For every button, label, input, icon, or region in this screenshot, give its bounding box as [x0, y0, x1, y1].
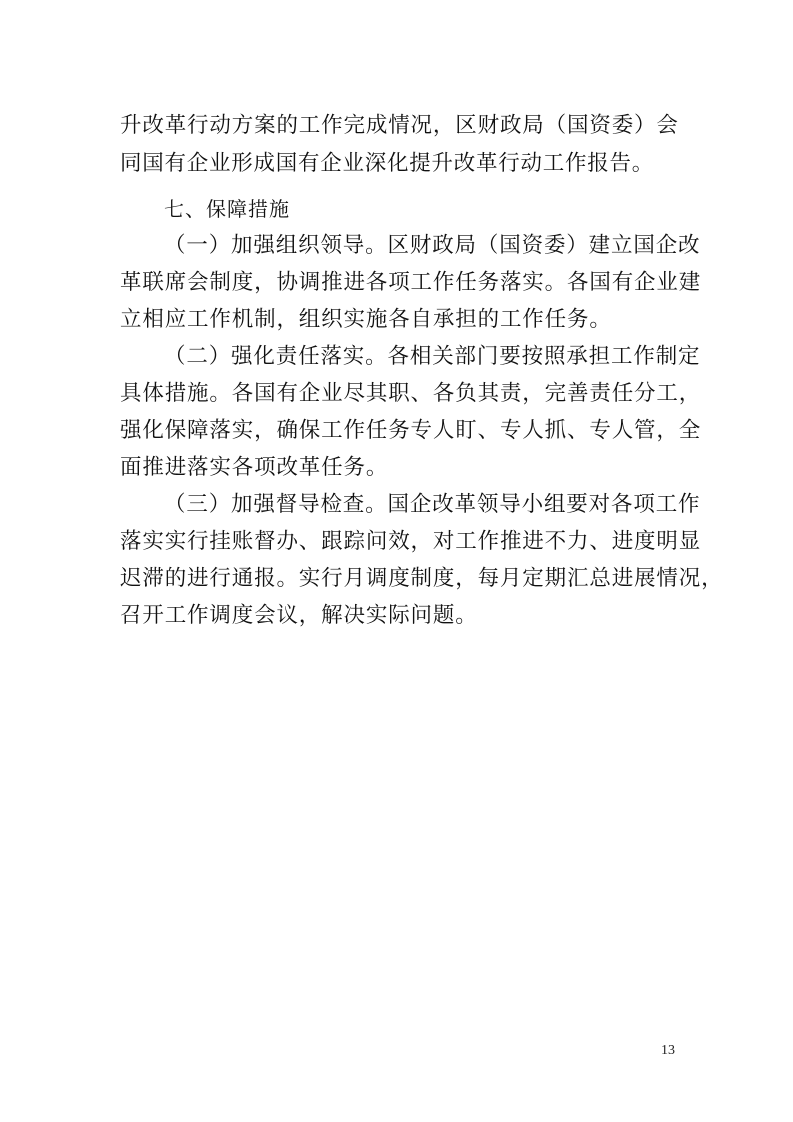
body-text-line: 升改革行动方案的工作完成情况，区财政局（国资委）会 [120, 113, 679, 138]
body-text-line: （二）强化责任落实。各相关部门要按照承担工作制定 [164, 344, 701, 369]
body-text-line: 立相应工作机制，组织实施各自承担的工作任务。 [120, 307, 612, 332]
body-text-line: 面推进落实各项改革任务。 [120, 455, 389, 480]
body-text-line: （三）加强督导检查。国企改革领导小组要对各项工作 [164, 492, 701, 517]
section-heading: 七、保障措施 [164, 197, 290, 221]
body-text-line: 同国有企业形成国有企业深化提升改革行动工作报告。 [120, 151, 655, 176]
page-number: 13 [661, 1043, 675, 1058]
body-text-line: 落实实行挂账督办、跟踪问效，对工作推进不力、进度明显 [120, 529, 702, 554]
body-text-line: 革联席会制度，协调推进各项工作任务落实。各国有企业建 [120, 270, 702, 295]
body-text-line: （一）加强组织领导。区财政局（国资委）建立国企改 [164, 233, 701, 258]
body-text-line: 强化保障落实，确保工作任务专人盯、专人抓、专人管，全 [120, 418, 702, 443]
body-text-line: 具体措施。各国有企业尽其职、各负其责，完善责任分工， [120, 381, 702, 406]
body-text-line: 召开工作调度会议，解决实际问题。 [120, 603, 478, 628]
body-text-line: 迟滞的进行通报。实行月调度制度，每月定期汇总进展情况， [120, 566, 724, 591]
